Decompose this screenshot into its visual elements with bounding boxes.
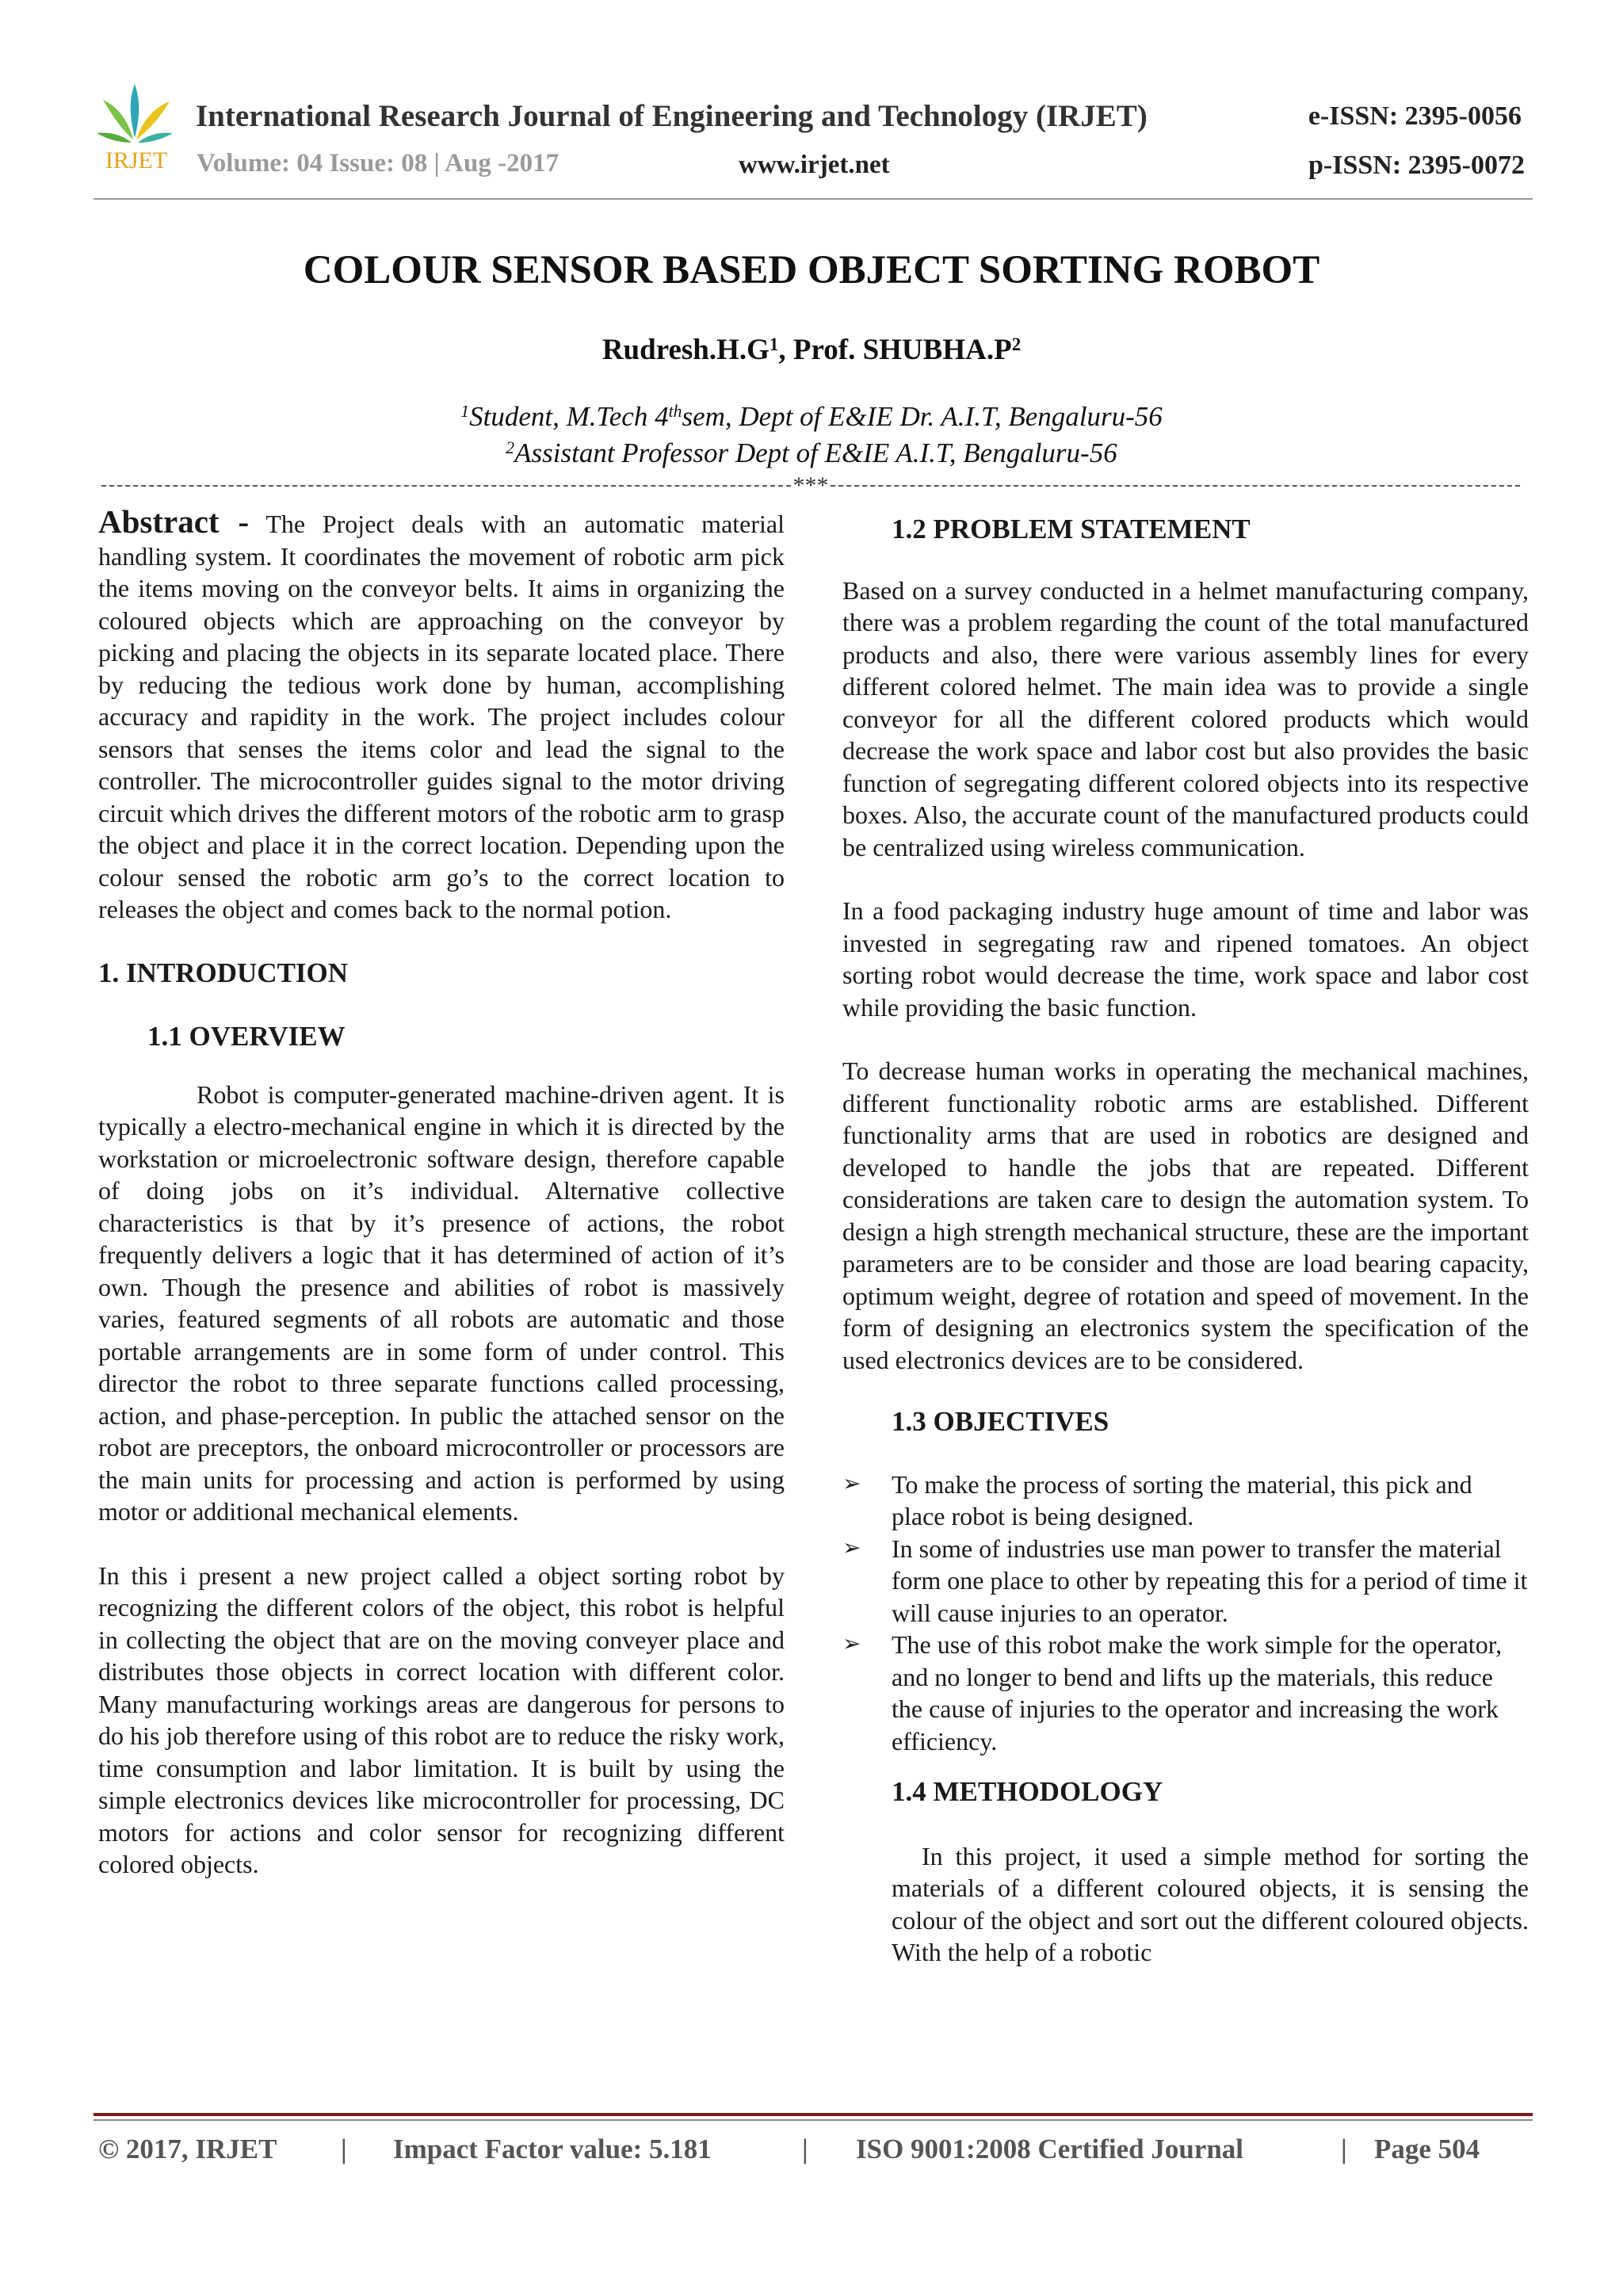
author-line: $Rudresh.H.G^1$, Prof. $SHUBHA.P^2$ <box>601 334 1022 366</box>
affiliation-2: $^2$Assistant Professor Dept of E&IE A.I.T, Bengaluru-56 <box>506 437 1117 468</box>
journal-title: International Research Journal of Engineering and Technology (IRJET) <box>196 99 1148 133</box>
objectives-list <box>842 1469 1529 1758</box>
paper-title: COLOUR SENSOR BASED OBJECT SORTING ROBOT <box>303 248 1320 292</box>
header-divider <box>94 198 1533 200</box>
problem-paragraph-1: Based on a survey conducted in a helmet manufacturing company, there was a problem regarding the count of the total manufactured products and also, there were various assembly lines for every different colored helmet. The main idea was to provide a single conveyor for all the different colored products which would decrease the work space and labor cost but also provides the basic function of segregating different colored objects into its respective boxes. Also, the accurate count of the manufactured products could be centralized using wireless communication. <box>842 575 1529 861</box>
abstract-text: The Project deals with an automatic material handling system. It coordinates the movement of robotic arm pick the items moving on the conveyor belts. It aims in organizing the coloured objects which are approaching on the conveyor by picking and placing the objects in its separate located place. There by reducing the tedious work done by human, accomplishing accuracy and rapidity in the work. The project includes colour sensors that senses the items color and lead the signal to the controller. The microcontroller guides signal to the motor driving circuit which drives the different motors of the robotic arm to grasp the object and place it in the correct location. Depending upon the colour sensed the robotic arm go’s to the correct location to releases the object and comes back to the normal potion. <box>98 510 785 923</box>
overview-paragraph-1: Robot is computer-generated machine-driven agent. It is typically a electro-mechanical engine in which it is directed by the workstation or microelectronic software design, therefore capable of doing jobs on it’s individual. Alternative collective characteristics is that by it’s presence of actions, the robot frequently delivers a logic that it has determined of action of it’s own. Though the presence and abilities of robot is massively varies, featured segments of all robots are automatic and those portable arrangements are in some form of under control. This director the robot to three separate functions called processing, action, and phase-perception. In public the attached sensor on the robot are preceptors, the onboard microcontroller or processors are the main units for processing and action is performed by using motor or additional mechanical elements. <box>98 1079 785 1526</box>
logo-wordmark: IRJET <box>105 147 168 174</box>
footer-copyright: © 2017, IRJET <box>98 2134 277 2164</box>
section-heading-methodology: 1.4 METHODOLOGY <box>892 1776 1163 1807</box>
pissn: p-ISSN: 2395-0072 <box>1308 151 1525 180</box>
footer-iso: ISO 9001:2008 Certified Journal <box>856 2134 1244 2164</box>
section-heading-overview: 1.1 OVERVIEW <box>147 1021 346 1052</box>
problem-paragraph-2: In a food packaging industry huge amount of time and labor was invested in segregating raw and ripened tomatoes. An object sorting robot would decrease the time, work space and labor cost while providing the basic function. <box>842 896 1529 1022</box>
footer-separator: | <box>341 2134 347 2164</box>
list-item: ➢ To make the process of sorting the material, this pick and place robot is being designed. <box>842 1469 1472 1530</box>
affiliation-1: $^1$Student, M.Tech 4thsem, Dept of E&IE Dr. A.I.T, Bengaluru-56 <box>460 401 1163 432</box>
page-number: Page 504 <box>1374 2134 1480 2164</box>
problem-paragraph-3: To decrease human works in operating the mechanical machines, different functionality robotic arms are established. Different functionality arms that are used in robotics are designed and developed to handle the jobs that are repeated. Different considerations are taken care to design the automation system. To design a high strength mechanical structure, these are the important parameters are to be consider and those are load bearing capacity, optimum weight, degree of rotation and speed of movement. In the form of designing an electronics system the specification of the used electronics devices are to be considered. <box>842 1056 1529 1374</box>
author-1: Rudresh.H.G <box>601 334 769 366</box>
list-item: ➢ In some of industries use man power to transfer the material form one place to other by repeating this for a period of time it will cause injuries to an operator. <box>842 1534 1528 1627</box>
eissn: e-ISSN: 2395-0056 <box>1308 101 1522 131</box>
footer-separator: | <box>1341 2134 1347 2164</box>
abstract <box>98 503 785 926</box>
footer-rule <box>94 2113 1533 2116</box>
footer-impact-factor: Impact Factor value: 5.181 <box>393 2134 712 2164</box>
section-heading-problem-statement: 1.2 PROBLEM STATEMENT <box>892 514 1251 544</box>
section-separator: *** <box>101 472 1520 495</box>
methodology-paragraph: In this project, it used a simple method for sorting the materials of a different coloured objects, it is sensing the colour of the object and sort out the different coloured objects. With the help of a robotic <box>892 1841 1529 1966</box>
overview-paragraph-2: In this i present a new project called a object sorting robot by recognizing the different colors of the object, this robot is helpful in collecting the object that are on the moving conveyer place and distributes those objects in correct location with different color. Many manufacturing workings areas are dangerous for persons to do his job therefore using of this robot are to reduce the risky work, time consumption and labor limitation. It is built by using the simple electronics devices like microcontroller for processing, DC motors for actions and color sensor for recognizing different colored objects. <box>98 1561 785 1878</box>
author-2: Prof. SHUBHA.P <box>792 334 1012 366</box>
right-column <box>842 514 1529 1969</box>
footer-rule-thin <box>94 2119 1533 2121</box>
arrow-bullet-icon: ➢ <box>842 1471 861 1496</box>
irjet-logo <box>94 79 179 174</box>
section-heading-objectives: 1.3 OBJECTIVES <box>892 1406 1109 1437</box>
section-heading-introduction: 1. INTRODUCTION <box>98 957 349 988</box>
arrow-bullet-icon: ➢ <box>842 1535 861 1561</box>
volume-issue: Volume: 04 Issue: 08 | Aug -2017 <box>197 149 559 178</box>
arrow-bullet-icon: ➢ <box>842 1632 861 1656</box>
abstract-heading: Abstract - <box>98 503 250 540</box>
list-item: ➢ The use of this robot make the work simple for the operator, and no longer to bend and lifts up the materials, this reduce the cause of injuries to the operator and increasing the work efficiency. <box>842 1630 1503 1755</box>
left-column <box>98 503 785 1881</box>
journal-website: www.irjet.net <box>739 151 890 179</box>
footer-separator: | <box>802 2134 808 2164</box>
